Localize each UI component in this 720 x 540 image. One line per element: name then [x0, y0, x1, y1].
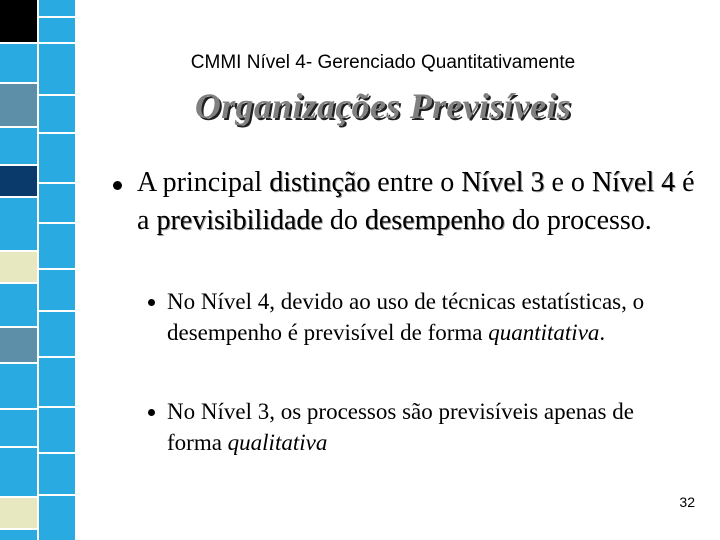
text-run: No Nível 4, devido ao uso de técnicas estatísticas, o desempenho é previsível de forma: [167, 289, 645, 345]
text-run: previsibilidade: [156, 205, 323, 236]
text-run: entre o: [370, 167, 462, 198]
slide-header: CMMI Nível 4- Gerenciado Quantitativamente: [190, 52, 576, 73]
text-run: desempenho: [364, 205, 505, 236]
bullet-dot: [113, 181, 122, 190]
sub-bullet-dot: [148, 299, 155, 306]
emphasis: qualitativa: [227, 430, 328, 455]
sub-bullet-dot: [148, 409, 155, 416]
sub-bullet-text: [167, 286, 667, 348]
text-run: do: [322, 205, 365, 236]
text-run: e o: [544, 167, 592, 198]
main-bullet-text: [137, 164, 697, 240]
text-run: é a: [137, 167, 695, 236]
page-number: 32: [679, 494, 695, 510]
text-run: No Nível 3, os processos são previsíveis apenas de forma: [167, 399, 634, 455]
text-run: .: [599, 320, 606, 345]
text-run: A principal: [137, 167, 270, 198]
text-run: Nível 3: [461, 167, 545, 198]
text-run: distinção: [269, 167, 371, 198]
emphasis: quantitativa: [488, 320, 600, 345]
text-run: do processo.: [504, 205, 652, 236]
slide-title: Organizações Previsíveis: [194, 86, 572, 126]
sub-bullet-text: [167, 396, 667, 458]
text-run: Nível 4: [591, 167, 676, 198]
decorative-color-strip: [0, 0, 75, 540]
